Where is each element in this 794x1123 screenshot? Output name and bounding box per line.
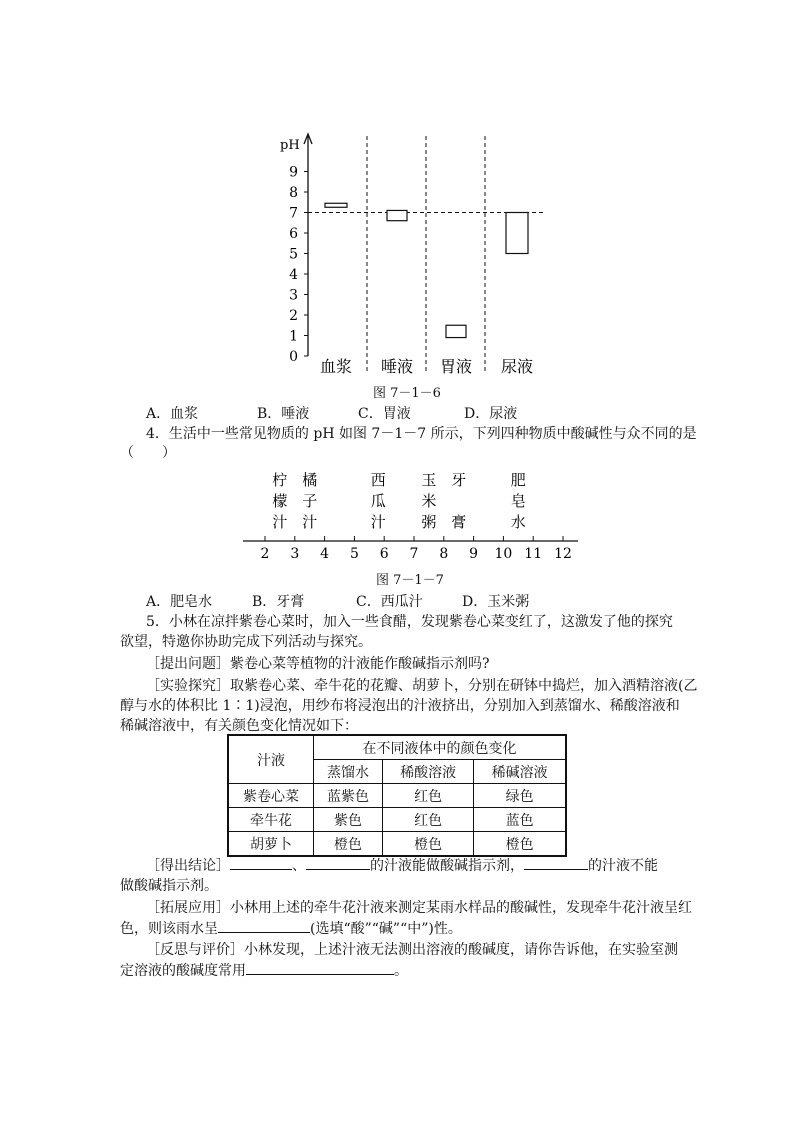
answer-blank-2[interactable] [306, 855, 370, 870]
substance-label-char: 膏 [451, 513, 467, 531]
extension-text-a: 色，则该雨水呈 [120, 921, 218, 937]
conclusion-end: 的汁液不能 [588, 858, 658, 874]
ph-number-line-chart [240, 468, 585, 563]
number-line-tick-label: 7 [409, 546, 419, 562]
q5-reflect-line2 [120, 960, 408, 981]
y-tick-label: 4 [289, 267, 298, 283]
number-line-tick-label: 4 [320, 546, 330, 562]
y-tick-label: 7 [289, 205, 298, 222]
conclusion-label: ［得出结论］ [146, 858, 230, 874]
q5-experiment-line2: 醇与水的体积比 1∶1)浸泡，用纱布将浸泡出的汁液挤出，分别加入到蒸馏水、稀酸溶液和 [120, 698, 680, 714]
answer-blank-4[interactable] [218, 918, 310, 933]
number-line-tick-label: 5 [349, 546, 359, 562]
q5-extension-line2 [120, 918, 462, 939]
conclusion-middle: 的汁液能做酸碱指示剂， [370, 858, 524, 874]
number-line-marks [243, 471, 578, 562]
y-tick-label: 6 [289, 226, 298, 242]
table-row [228, 784, 566, 808]
reflect-text-a: 定溶液的酸碱度常用 [120, 963, 246, 979]
substance-label-char: 西 [370, 471, 386, 489]
q3-option-a: A．血浆 [146, 406, 199, 422]
number-line-tick-label: 3 [290, 546, 300, 562]
substance-label-char: 子 [302, 492, 318, 510]
table-cell: 红色 [382, 784, 473, 808]
table-row-name: 紫卷心菜 [228, 784, 314, 808]
category-label: 尿液 [500, 357, 534, 376]
figure-caption-7-1-7: 图 7－1－7 [376, 573, 444, 588]
ph-range-bar [506, 213, 528, 254]
figure-caption-7-1-6: 图 7－1－6 [373, 386, 441, 401]
substance-label-char: 柠 [272, 471, 288, 489]
table-header-group: 在不同液体中的颜色变化 [314, 735, 567, 760]
substance-label-char: 玉 [421, 471, 437, 489]
substance-label-char: 牙 [451, 471, 467, 489]
table-cell: 绿色 [474, 784, 566, 808]
substance-label-char: 皂 [510, 492, 526, 510]
y-tick-label: 9 [289, 164, 298, 181]
q5-conclusion-line2: 做酸碱指示剂。 [120, 878, 218, 894]
y-tick-label: 8 [289, 185, 298, 201]
q5-experiment-line1: ［实验探究］取紫卷心菜、牵牛花的花瓣、胡萝卜，分别在研钵中捣烂，加入酒精溶液(乙 [146, 678, 698, 694]
y-tick-label: 0 [289, 349, 298, 365]
q5-extension-line1: ［拓展应用］小林用上述的牵牛花汁液来测定某雨水样品的酸碱性，发现牵牛花汁液呈红 [146, 900, 692, 916]
number-line-tick-label: 12 [554, 546, 572, 562]
number-line-tick-label: 8 [439, 546, 449, 562]
ph-range-bar [325, 203, 347, 207]
answer-blank-5[interactable] [246, 960, 394, 975]
number-line-tick-label: 2 [260, 546, 270, 562]
table-header-row [228, 735, 566, 760]
q4-option-d: D．玉米粥 [462, 594, 530, 610]
ph-range-bar [446, 325, 466, 337]
q4-stem-line1: 4．生活中一些常见物质的 pH 如图 7－1－7 所示，下列四种物质中酸碱性与众不同的是 [146, 426, 697, 442]
q4-stem-line2: （ ） [120, 445, 176, 461]
table-row-name: 胡萝卜 [228, 832, 314, 857]
q5-conclusion-line1 [146, 855, 658, 876]
substance-label-char: 汁 [272, 513, 288, 531]
substance-label-char: 檬 [272, 492, 288, 510]
table-row [228, 832, 566, 857]
category-label: 胃液 [439, 357, 473, 376]
q5-intro-line1: 5．小林在凉拌紫卷心菜时，加入一些食醋，发现紫卷心菜变红了，这激发了他的探究 [146, 614, 673, 630]
q5-experiment-line3: 稀碱溶液中，有关颜色变化情况如下： [120, 718, 358, 734]
q5-question: ［提出问题］紫卷心菜等植物的汁液能作酸碱指示剂吗? [146, 656, 490, 672]
table-cell: 橙色 [474, 832, 566, 857]
color-change-table [227, 734, 567, 857]
table-cell: 蓝色 [474, 808, 566, 832]
substance-label-char: 米 [421, 492, 437, 510]
reflect-text-b: 。 [394, 963, 408, 979]
q3-option-c: C．胃液 [358, 406, 411, 422]
answer-blank-3[interactable] [524, 855, 588, 870]
number-line-tick-label: 11 [524, 546, 543, 562]
substance-label-char: 瓜 [370, 492, 386, 510]
chart-axes [280, 134, 545, 373]
number-line-tick-label: 10 [494, 546, 513, 562]
substance-label-char: 橘 [302, 471, 318, 489]
substance-label-char: 肥 [510, 471, 526, 489]
table-header-col: 蒸馏水 [314, 760, 383, 784]
y-tick-label: 1 [289, 328, 298, 345]
number-line-tick-label: 9 [469, 546, 479, 562]
ph-body-fluids-chart [270, 128, 560, 378]
q4-option-c: C．西瓜汁 [356, 594, 423, 610]
q4-option-b: B．牙膏 [252, 594, 305, 610]
substance-label-char: 汁 [302, 513, 318, 531]
table-header-col: 稀碱溶液 [474, 760, 566, 784]
substance-label-char: 汁 [370, 513, 386, 531]
table-cell: 蓝紫色 [314, 784, 383, 808]
table-header-col: 稀酸溶液 [382, 760, 473, 784]
conclusion-separator: 、 [292, 858, 306, 874]
answer-blank-1[interactable] [230, 855, 292, 870]
substance-label-char: 水 [510, 513, 526, 531]
table-header-juice: 汁液 [228, 735, 314, 784]
table-row-name: 牵牛花 [228, 808, 314, 832]
number-line-tick-label: 6 [379, 546, 389, 562]
ph-range-bar [387, 210, 407, 220]
substance-label-char: 粥 [421, 513, 437, 531]
q5-intro-line2: 欲望，特邀你协助完成下列活动与探究。 [120, 634, 372, 650]
q4-option-a: A．肥皂水 [146, 594, 213, 610]
table-cell: 红色 [382, 808, 473, 832]
category-label: 血浆 [319, 357, 353, 376]
table-cell: 紫色 [314, 808, 383, 832]
y-tick-label: 5 [289, 246, 298, 263]
table-row [228, 808, 566, 832]
y-axis-label: pH [280, 138, 300, 153]
extension-text-b: (选填“酸”“碱”“中”)性。 [310, 921, 462, 937]
q3-option-b: B．唾液 [257, 406, 310, 422]
y-tick-label: 3 [289, 287, 298, 304]
y-tick-label: 2 [289, 308, 298, 324]
q5-reflect-line1: ［反思与评价］小林发现，上述汁液无法测出溶液的酸碱度，请你告诉他，在实验室测 [146, 942, 678, 958]
q3-option-d: D．尿液 [464, 406, 518, 422]
table-cell: 橙色 [314, 832, 383, 857]
table-cell: 橙色 [382, 832, 473, 857]
category-label: 唾液 [380, 357, 414, 376]
